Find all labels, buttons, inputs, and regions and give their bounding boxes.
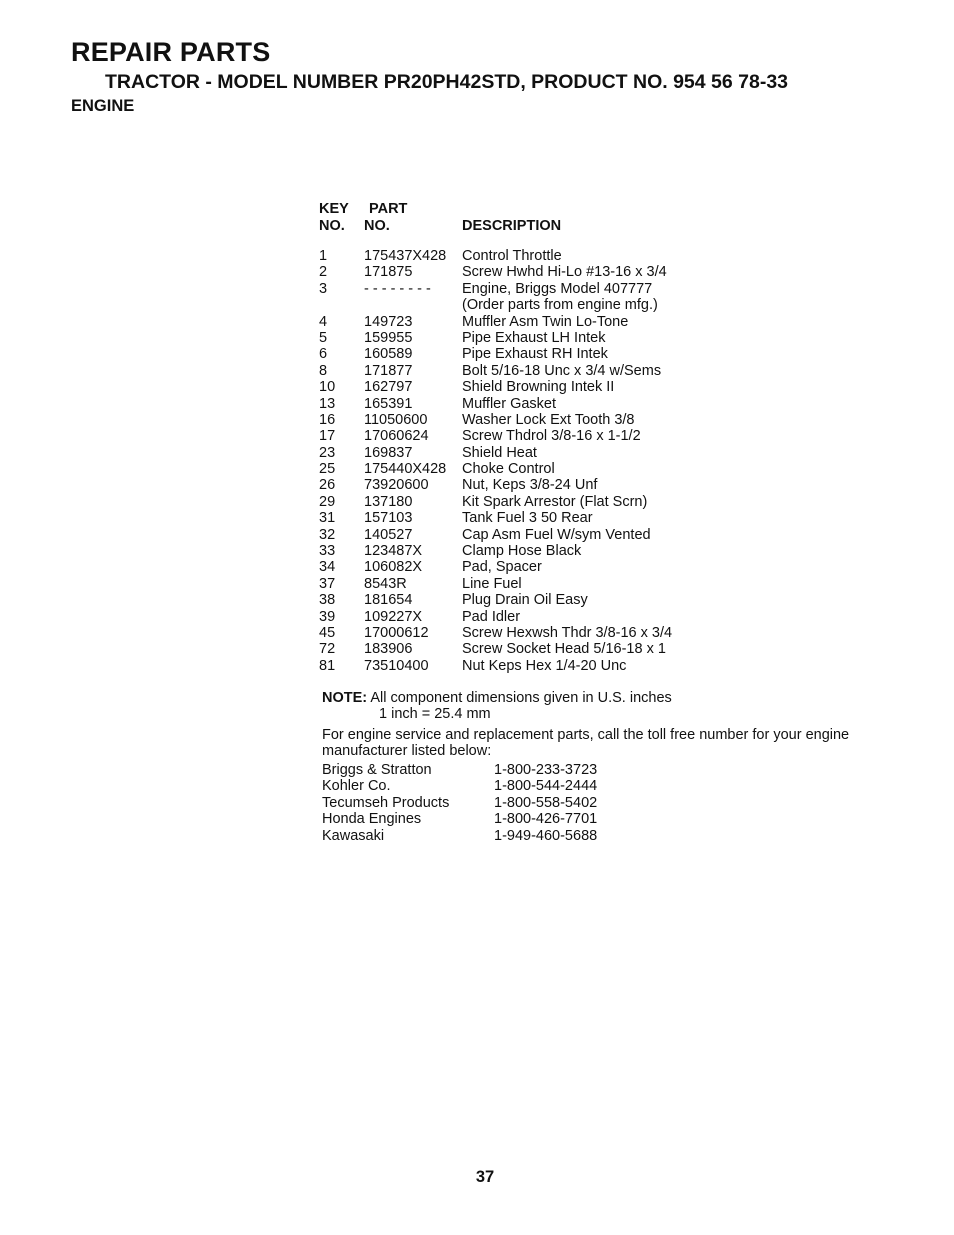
key-no: 1 — [319, 248, 328, 264]
part-no: 11050600 — [364, 411, 428, 428]
table-row — [319, 609, 879, 625]
part-no: 149723 — [364, 313, 413, 330]
description: Line Fuel — [462, 575, 522, 592]
key-no: 26 — [319, 477, 336, 494]
description: Shield Heat — [462, 444, 537, 461]
part-no: 165391 — [364, 395, 413, 412]
contact-row — [322, 762, 862, 779]
table-row — [319, 314, 879, 330]
parts-table-rows — [319, 248, 879, 674]
description: Muffler Gasket — [462, 395, 557, 412]
phone-number: 1-800-558-5402 — [494, 794, 598, 811]
description: Plug Drain Oil Easy — [462, 592, 588, 609]
part-no: 181654 — [364, 592, 413, 609]
key-no: 25 — [319, 461, 336, 478]
part-no: 140527 — [364, 526, 413, 543]
page-title: REPAIR PARTS — [71, 37, 271, 67]
note-text: All component dimensions given in U.S. inches — [370, 690, 672, 706]
description: Screw Thdrol 3/8-16 x 1-1/2 — [462, 428, 641, 445]
key-no: 81 — [319, 657, 336, 674]
part-no: 109227X — [364, 608, 423, 625]
table-row — [319, 625, 879, 641]
parts-list — [319, 201, 879, 674]
key-no: 38 — [319, 592, 336, 609]
col-part-line2: NO. — [364, 218, 390, 234]
table-row — [319, 412, 879, 428]
description: Screw Hwhd Hi-Lo #13-16 x 3/4 — [462, 264, 667, 281]
part-no: 183906 — [364, 641, 413, 658]
key-no: 6 — [319, 346, 328, 363]
table-row — [319, 559, 879, 575]
part-no: 73510400 — [364, 657, 429, 674]
description: Pipe Exhaust LH Intek — [462, 329, 606, 346]
key-no: 23 — [319, 444, 336, 461]
part-no: 8543R — [364, 575, 407, 592]
key-no: 33 — [319, 543, 336, 560]
description: Kit Spark Arrestor (Flat Scrn) — [462, 493, 648, 510]
description: Pad Idler — [462, 608, 521, 625]
key-no: 13 — [319, 395, 336, 412]
key-no: 17 — [319, 428, 336, 445]
table-row — [319, 248, 879, 264]
manufacturer-name: Honda Engines — [322, 811, 422, 828]
description: Nut, Keps 3/8-24 Unf — [462, 477, 598, 494]
service-paragraph: For engine service and replacement parts, call the toll free number for your engine manufacturer listed below: — [322, 726, 850, 760]
part-no: 17000612 — [364, 625, 429, 641]
key-no: 5 — [319, 329, 328, 346]
table-row — [319, 527, 879, 543]
table-row — [319, 641, 879, 657]
key-no: 16 — [319, 411, 336, 428]
phone-number: 1-949-460-5688 — [494, 827, 598, 844]
col-part-line1: PART — [369, 201, 408, 217]
phone-number: 1-800-233-3723 — [494, 761, 598, 778]
contact-row — [322, 828, 862, 845]
part-no: 175437X428 — [364, 248, 447, 264]
contact-row — [322, 778, 862, 795]
description: Screw Hexwsh Thdr 3/8-16 x 3/4 — [462, 625, 673, 641]
page-number: 37 — [475, 1168, 495, 1186]
key-no: 4 — [319, 313, 328, 330]
part-no: 17060624 — [364, 428, 429, 445]
col-key-line2: NO. — [319, 218, 345, 234]
table-row — [319, 363, 879, 379]
part-no: 157103 — [364, 510, 413, 527]
key-no: 29 — [319, 493, 336, 510]
description: Nut Keps Hex 1/4-20 Unc — [462, 657, 627, 674]
col-key-line1: KEY — [319, 201, 349, 217]
part-no: 106082X — [364, 559, 423, 576]
section-heading: ENGINE — [71, 97, 135, 115]
table-row — [319, 445, 879, 461]
notes-block — [322, 690, 862, 844]
note-label: NOTE: — [322, 690, 368, 706]
part-no: 175440X428 — [364, 461, 447, 478]
table-row — [319, 428, 879, 444]
manufacturer-name: Kohler Co. — [322, 778, 391, 795]
description: Pipe Exhaust RH Intek — [462, 346, 608, 363]
page-subtitle: TRACTOR - MODEL NUMBER PR20PH42STD, PRODUCT NO. 954 56 78-33 — [105, 71, 789, 93]
description: Engine, Briggs Model 407777 — [462, 280, 653, 297]
phone-number: 1-800-544-2444 — [494, 778, 598, 795]
description: Screw Socket Head 5/16-18 x 1 — [462, 641, 666, 658]
table-row — [319, 592, 879, 608]
note-conversion: 1 inch = 25.4 mm — [379, 706, 491, 723]
table-row — [319, 510, 879, 526]
key-no: 10 — [319, 379, 336, 396]
description: Muffler Asm Twin Lo-Tone — [462, 313, 629, 330]
manufacturer-name: Kawasaki — [322, 827, 385, 844]
description: Bolt 5/16-18 Unc x 3/4 w/Sems — [462, 362, 662, 379]
table-row — [319, 330, 879, 346]
contact-row — [322, 811, 862, 828]
key-no: 34 — [319, 559, 336, 576]
col-description: DESCRIPTION — [462, 218, 562, 234]
part-no: 169837 — [364, 444, 413, 461]
phone-number: 1-800-426-7701 — [494, 811, 598, 828]
part-no: 171875 — [364, 264, 413, 281]
key-no: 37 — [319, 575, 336, 592]
description: Tank Fuel 3 50 Rear — [462, 510, 593, 527]
table-row — [319, 379, 879, 395]
key-no: 2 — [319, 264, 328, 281]
note-line — [322, 690, 862, 706]
description: Control Throttle — [462, 248, 562, 264]
key-no: 32 — [319, 526, 336, 543]
part-no: 137180 — [364, 493, 413, 510]
table-row — [319, 494, 879, 510]
description: Clamp Hose Black — [462, 543, 582, 560]
manufacturer-name: Tecumseh Products — [322, 794, 450, 811]
table-row — [319, 477, 879, 493]
manufacturer-contacts — [322, 762, 862, 845]
description: Cap Asm Fuel W/sym Vented — [462, 526, 651, 543]
description-continued: (Order parts from engine mfg.) — [462, 297, 658, 314]
part-no: 123487X — [364, 543, 423, 560]
part-no: 73920600 — [364, 477, 429, 494]
table-row — [319, 396, 879, 412]
table-row — [319, 576, 879, 592]
description: Washer Lock Ext Tooth 3/8 — [462, 411, 635, 428]
table-row — [319, 543, 879, 559]
key-no: 31 — [319, 510, 336, 527]
contact-row — [322, 795, 862, 812]
table-row — [319, 346, 879, 362]
table-row — [319, 264, 879, 280]
part-no: 162797 — [364, 379, 413, 396]
key-no: 72 — [319, 641, 336, 658]
table-row — [319, 281, 879, 314]
part-no: - - - - - - - - — [364, 280, 431, 297]
part-no: 171877 — [364, 362, 413, 379]
description: Pad, Spacer — [462, 559, 542, 576]
part-no: 159955 — [364, 329, 413, 346]
description: Shield Browning Intek II — [462, 379, 615, 396]
key-no: 3 — [319, 280, 328, 297]
table-row — [319, 461, 879, 477]
key-no: 39 — [319, 608, 336, 625]
table-row — [319, 658, 879, 674]
manufacturer-name: Briggs & Stratton — [322, 761, 432, 778]
key-no: 45 — [319, 625, 336, 641]
description: Choke Control — [462, 461, 555, 478]
part-no: 160589 — [364, 346, 413, 363]
parts-table-header — [319, 201, 879, 239]
key-no: 8 — [319, 362, 328, 379]
